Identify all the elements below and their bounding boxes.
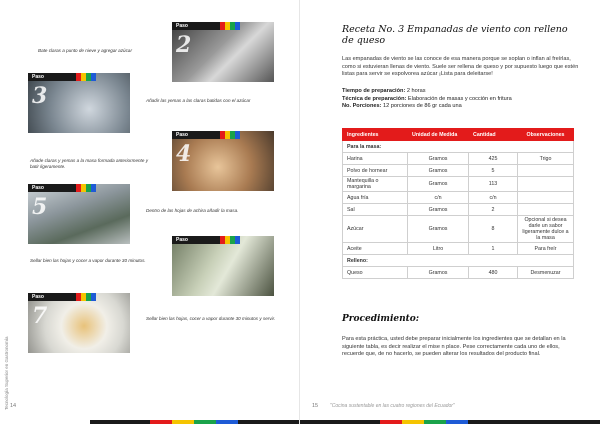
table-cell xyxy=(518,204,574,216)
header-unidad: Unidad de Medida xyxy=(408,129,469,141)
table-cell: Harina xyxy=(343,153,408,165)
table-cell: c/n xyxy=(469,192,518,204)
procedure-text: Para esta práctica, usted debe preparar inicialmente los ingredientes que se detallan en la siguiente tabla, es decir realizar el mise n place. Pese correctamente cada uno de ellos, recuerde que, de no hacerlo, se pueden alterar los resultados del producto final. xyxy=(342,336,566,358)
table-cell: 113 xyxy=(469,177,518,192)
table-cell: Litro xyxy=(408,243,469,255)
right-page xyxy=(300,0,600,424)
table-row xyxy=(343,177,574,192)
table-cell: Azúcar xyxy=(343,216,408,243)
table-row xyxy=(343,243,574,255)
portions-value: 12 porciones de 86 gr cada una xyxy=(381,103,462,110)
step-6-photo xyxy=(172,236,274,296)
table-section-row xyxy=(343,141,574,153)
portions-label: No. Porciones: xyxy=(342,103,382,110)
left-color-bar xyxy=(90,420,300,424)
step-6-tag: Paso xyxy=(172,236,240,244)
step-2-tag: Paso xyxy=(172,22,240,30)
table-row xyxy=(343,192,574,204)
footer-note: "Cocina sustentable en las cuatro regiones del Ecuador" xyxy=(330,403,455,409)
table-cell: 1 xyxy=(469,243,518,255)
left-page-number: 14 xyxy=(10,403,17,409)
table-cell xyxy=(518,165,574,177)
table-cell: Gramos xyxy=(408,177,469,192)
table-cell: Aceite xyxy=(343,243,408,255)
step-7-photo xyxy=(28,293,130,353)
table-row xyxy=(343,153,574,165)
step-5-caption: Dentro de las hojas de achira añadir la masa. xyxy=(146,208,239,213)
header-ingredientes: Ingredientes xyxy=(343,129,408,141)
step-4-photo xyxy=(172,131,274,191)
table-row xyxy=(343,267,574,279)
step-7-number: 7 xyxy=(32,303,48,329)
prep-time-value: 2 horas xyxy=(405,88,426,94)
table-cell: Gramos xyxy=(408,153,469,165)
table-cell: 5 xyxy=(469,165,518,177)
table-cell: 8 xyxy=(469,216,518,243)
table-cell: Gramos xyxy=(408,165,469,177)
step-7-tag: Paso xyxy=(28,293,96,301)
step-4-number: 4 xyxy=(176,141,192,167)
ingredients-table xyxy=(342,128,574,279)
procedure-title: Procedimiento: xyxy=(342,314,420,324)
table-cell: Polvo de hornear xyxy=(343,165,408,177)
table-cell: c/n xyxy=(408,192,469,204)
table-cell xyxy=(518,177,574,192)
table-section-label: Para la masa: xyxy=(343,141,574,153)
step-2-number: 2 xyxy=(176,32,192,58)
table-cell: Sal xyxy=(343,204,408,216)
step-4-tag: Paso xyxy=(172,131,240,139)
table-cell xyxy=(518,192,574,204)
table-row xyxy=(343,216,574,243)
step-2-caption: Bate claras a punto de nieve y agregar azúcar xyxy=(38,48,132,53)
step-3-tag: Paso xyxy=(28,73,96,81)
table-section-label: Relleno: xyxy=(343,255,574,267)
step-3-caption: Añadir las yemas a las claras batidas con el azúcar xyxy=(146,98,251,103)
table-cell: Para freír xyxy=(518,243,574,255)
recipe-meta xyxy=(342,88,582,111)
step-3-number: 3 xyxy=(32,83,48,109)
step-4-caption: Añade claras y yemas a la masa formada anteriormente y batir ligeramente. xyxy=(30,158,148,169)
table-cell: 2 xyxy=(469,204,518,216)
side-vertical-text: Tecnología Superior en Gastronomía xyxy=(4,336,9,410)
right-color-bar xyxy=(300,420,600,424)
table-row xyxy=(343,165,574,177)
recipe-title: Receta No. 3 Empanadas de viento con relleno de queso xyxy=(342,24,568,46)
header-observaciones: Observaciones xyxy=(518,129,574,141)
table-cell: Gramos xyxy=(408,204,469,216)
step-5-photo xyxy=(28,184,130,244)
table-cell: 480 xyxy=(469,267,518,279)
step-3-photo xyxy=(28,73,130,133)
table-cell: Gramos xyxy=(408,216,469,243)
table-cell: 425 xyxy=(469,153,518,165)
table-cell: Queso xyxy=(343,267,408,279)
recipe-intro: Las empanadas de viento se las conoce de esa manera porque se soplan o inflan al freírlas, como si estuvieran llenas de viento. Suele ser rellena de queso y por supuesto luego que estén listas para servir se espolvorea azúcar ¡Lista para deleitarse! xyxy=(342,56,579,78)
table-cell: Trigo xyxy=(518,153,574,165)
table-row xyxy=(343,204,574,216)
table-cell: Mantequilla o margarina xyxy=(343,177,408,192)
technique-label: Técnica de preparación: xyxy=(342,95,407,102)
table-cell: Desmenuzar xyxy=(518,267,574,279)
prep-time-label: Tiempo de preparación: xyxy=(342,88,406,94)
table-cell: Opcional si desea darle un sabor ligeramente dulce a la masa xyxy=(518,216,574,243)
right-page-number: 15 xyxy=(312,403,319,409)
technique-value: Elaboración de masas y cocción en fritura xyxy=(406,95,512,102)
table-section-row xyxy=(343,255,574,267)
table-cell: Gramos xyxy=(408,267,469,279)
table-cell: Agua fría xyxy=(343,192,408,204)
step-5-tag: Paso xyxy=(28,184,96,192)
header-cantidad: Cantidad xyxy=(469,129,518,141)
step-5-number: 5 xyxy=(32,194,48,220)
step-6-caption: Sellar bien las hojas y cocer a vapor durante 30 minutos. xyxy=(30,258,146,263)
step-7-caption: Sellar bien las hojas, cocer a vapor durante 30 minutos y servir. xyxy=(146,316,276,321)
step-2-photo xyxy=(172,22,274,82)
